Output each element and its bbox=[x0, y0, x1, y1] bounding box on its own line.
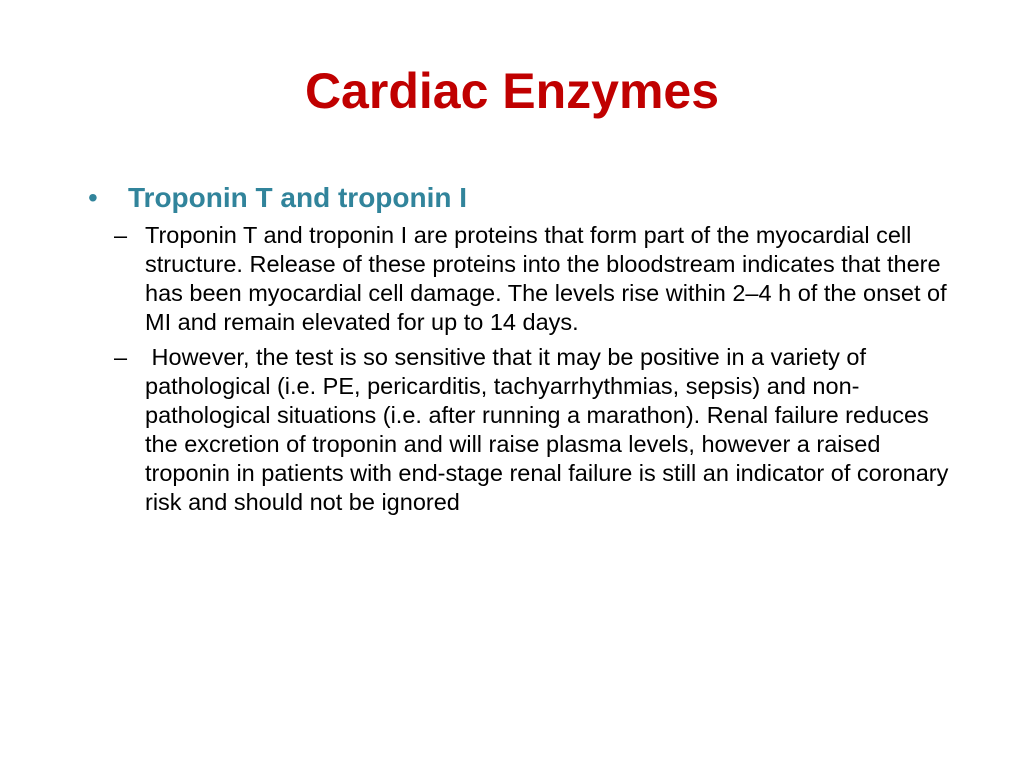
slide-title: Cardiac Enzymes bbox=[304, 63, 720, 119]
dash-icon: – bbox=[114, 222, 128, 248]
bullet-heading: Troponin T and troponin I bbox=[128, 182, 468, 213]
dash-icon: – bbox=[114, 344, 128, 370]
bullet-troponin bbox=[88, 180, 988, 215]
sub-bullet-text: However, the test is so sensitive that it may be positive in a variety of pathological (i.e. PE, pericarditis, tachyarrhythmias, sepsis) and non-pathological situations (i.e. after running a marathon). Renal failure reduces the excretion of troponin and will raise plasma levels, however a raised troponin in patients with end-stage renal failure is still an indicator of coronary risk and should not be ignored bbox=[145, 344, 955, 515]
sub-bullet-text: Troponin T and troponin I are proteins that form part of the myocardial cell structure. Release of these proteins into the bloodstream indicates that there has been myocardial cell damage. The levels rise within 2–4 h of the onset of MI and remain elevated for up to 14 days. bbox=[145, 222, 947, 335]
sub-bullet-item bbox=[114, 343, 955, 517]
bullet-dot-icon: • bbox=[88, 182, 98, 213]
slide-content bbox=[88, 180, 988, 523]
sub-bullet-item bbox=[114, 221, 955, 337]
sub-bullet-list bbox=[88, 221, 988, 517]
